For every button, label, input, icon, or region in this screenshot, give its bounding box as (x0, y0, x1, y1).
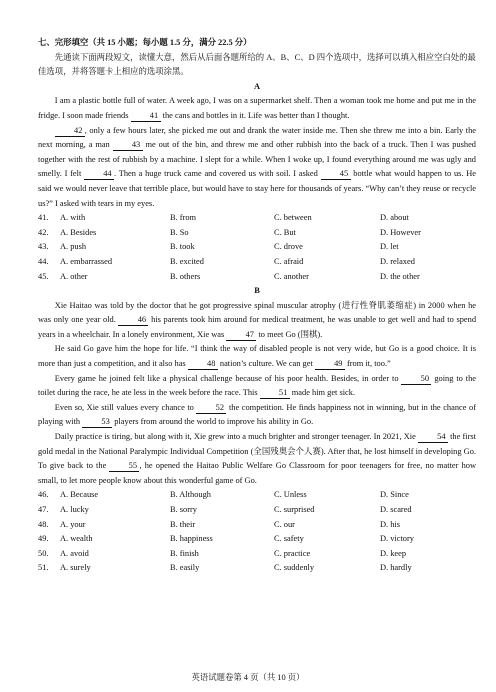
blank-41: 41 (131, 110, 161, 122)
option-b: B. Although (170, 490, 211, 500)
blank-43: 43 (113, 139, 143, 151)
option-c: C. Unless (274, 490, 307, 500)
passage-b-paragraph-1: Xie Haitao was told by the doctor that he got progressive spinal muscular atrophy (进行性脊肌萎缩症) in 2000 when he was only one year old. 46 his parents took him around for medical treatment, he was unable to get well and had to spend years in a wheelchair. In a lonely environment, Xie was 47 to meet Go (围棋). (38, 300, 477, 339)
passage-a-title: A (253, 81, 261, 91)
option-d: D. the other (380, 271, 420, 281)
option-c: C. surprised (274, 505, 315, 514)
option-row-46 (38, 488, 476, 503)
option-c: C. another (274, 271, 309, 281)
option-b: B. finish (170, 548, 199, 558)
option-d: D. scared (380, 505, 412, 514)
passage-b-paragraph-3: Every game he joined felt like a physical challenge because of his poor health. Besides, in order to 50 going to the toilet during the race, he ate less in the week before the race. This 51 made him get sick. (38, 373, 476, 398)
option-a: A. with (60, 213, 86, 223)
option-d: D. Since (380, 490, 409, 500)
option-row-44 (38, 255, 476, 270)
option-a: A. surely (60, 563, 91, 573)
option-b: B. So (170, 227, 189, 237)
passage-a-paragraph-1: I am a plastic bottle full of water. A week ago, I was on a supermarket shelf. Then a woman took me home and put me in the fridge. I soon made friends 41 the cans and bottles in it. Life was better than I thought. (38, 96, 476, 120)
option-row-51 (38, 561, 476, 576)
section-instruction: 先通读下面两段短文，读懂大意，然后从后面各题所给的 A、B、C、D 四个选项中，选择可以填入相应空白处的最佳选项，并将答题卡上相应的选项涂黑。 (38, 52, 476, 77)
option-c: C. suddenly (274, 563, 315, 573)
option-row-48 (38, 518, 476, 533)
option-a: A. push (60, 242, 87, 252)
option-b: B. took (170, 242, 195, 252)
passage-b-options (38, 488, 476, 576)
option-c: C. But (274, 227, 296, 237)
option-row-41 (38, 211, 476, 226)
option-b: B. their (170, 519, 196, 529)
question-number: 46. (38, 490, 49, 500)
option-d: D. about (380, 213, 409, 223)
passage-b-title: B (254, 286, 260, 296)
option-b: B. others (170, 271, 201, 281)
option-c: C. between (274, 213, 312, 223)
option-a: A. lucky (60, 505, 89, 514)
passage-a-options (38, 211, 476, 284)
option-d: D. hardly (380, 563, 412, 573)
blank-44: 44 (84, 168, 114, 180)
option-d: D. keep (380, 548, 407, 558)
option-row-50 (38, 547, 476, 562)
option-b: B. happiness (170, 534, 213, 544)
option-d: D. let (380, 242, 399, 252)
blank-45: 45 (321, 168, 351, 180)
blank-46: 46 (118, 314, 148, 326)
passage-a-paragraph-2: 42 , only a few hours later, she picked me out and drank the water inside me. Then she threw me into a bin. Early the next morning, a man 43 me out of the bin, and threw me and other rubbish into the back of a truck. Then I was pushed together with the rest of rubbish by a machine. I slept for a while. When I woke up, I found everything around me was ugly and smelly. I felt 44 . Then a huge truck came and covered us with soil. I asked 45 bottle what would happen to us. He said we would never leave that terrible place, but would have to stay here for thousands of years. “Why can’t they reuse or recycle us?” I asked with tears in my eyes. (38, 125, 476, 208)
option-row-47 (38, 503, 476, 518)
option-b: B. easily (170, 563, 200, 573)
blank-49: 49 (315, 358, 345, 370)
option-a: A. other (60, 271, 88, 281)
passage-b-paragraph-4: Even so, Xie still values every chance to 52 the competition. He finds happiness not in winning, but in the chance of playing with 53 players from around the world to improve his ability in Go. (38, 402, 476, 427)
blank-48: 48 (188, 358, 218, 370)
question-number: 43. (38, 242, 49, 252)
option-c: C. afraid (274, 256, 304, 266)
blank-50: 50 (401, 373, 431, 385)
option-a: A. embarrassed (60, 256, 113, 266)
option-a: A. wealth (60, 534, 93, 544)
blank-52: 52 (196, 402, 226, 414)
option-c: C. our (274, 519, 295, 529)
page-footer: 英语试题卷第 4 页（共 10 页） (191, 673, 305, 683)
passage-b-paragraph-2: He said Go gave him the hope for life. “I think the way of disabled people is not very wide, but Go is a good choice. It is more than just a competition, and it also has 48 nation’s culture. We can get 49 from it, too.” (38, 344, 476, 369)
option-c: C. safety (274, 534, 304, 544)
passage-b-paragraph-5: Daily practice is tiring, but along with it, Xie grew into a much brighter and stronger teenager. In 2021, Xie 54 the first gold medal in the National Paralympic Individual Competition (全国残奥会个人赛). After that, he lost himself in developing Go. To give back to the 55 , he opened the Haitao Public Welfare Go Classroom for poor teenagers for free, no matter how small, to let more people know about this wonderful game of Go. (38, 432, 476, 485)
option-a: A. your (60, 519, 86, 529)
option-row-45 (38, 270, 476, 285)
option-d: D. relaxed (380, 256, 415, 266)
option-c: C. practice (274, 548, 311, 558)
blank-55: 55 (109, 460, 139, 472)
blank-54: 54 (418, 431, 448, 443)
question-number: 48. (38, 519, 49, 529)
option-d: D. However (380, 227, 421, 237)
option-row-43 (38, 240, 476, 255)
option-d: D. his (380, 519, 401, 529)
question-number: 45. (38, 271, 49, 281)
option-b: B. from (170, 213, 197, 223)
option-a: A. Besides (60, 227, 97, 237)
question-number: 42. (38, 227, 49, 237)
question-number: 47. (38, 505, 49, 514)
option-row-42 (38, 226, 476, 241)
option-d: D. victory (380, 534, 414, 544)
question-number: 51. (38, 563, 49, 573)
option-row-49 (38, 532, 476, 547)
question-number: 44. (38, 256, 49, 266)
blank-47: 47 (226, 329, 256, 341)
blank-42: 42 (55, 125, 85, 137)
question-number: 49. (38, 534, 49, 544)
question-number: 50. (38, 548, 49, 558)
blank-51: 51 (260, 387, 290, 399)
option-b: B. excited (170, 256, 204, 266)
option-c: C. drove (274, 242, 303, 252)
option-a: A. Because (60, 490, 99, 500)
section-heading: 七、完形填空（共 15 小题；每小题 1.5 分，满分 22.5 分） (38, 38, 252, 47)
question-number: 41. (38, 213, 49, 223)
option-b: B. sorry (170, 505, 197, 514)
blank-53: 53 (82, 416, 112, 428)
option-a: A. avoid (60, 548, 89, 558)
